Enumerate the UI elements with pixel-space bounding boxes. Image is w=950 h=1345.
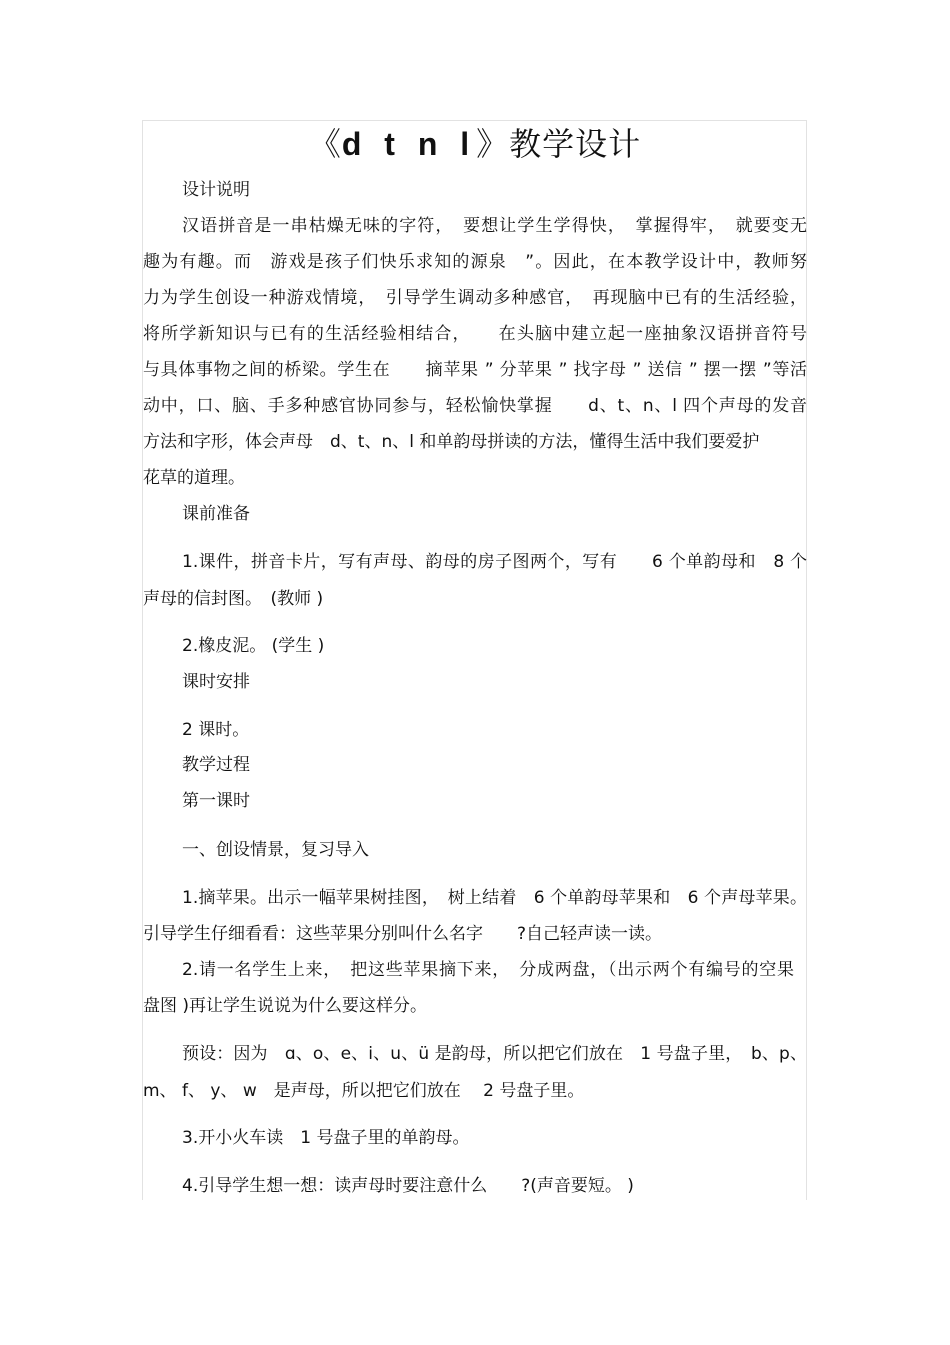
step-1-line-2: 引导学生仔细看看：这些苹果分别叫什么名字 ?自己轻声读一读。 <box>143 924 663 944</box>
intro-line-4: 将所学新知识与已有的生活经验相结合， 在头脑中建立起一座抽象汉语拼音符号 <box>143 324 807 344</box>
heading-design-notes: 设计说明 <box>182 180 250 200</box>
title-latin-letters: d t n l <box>341 126 477 162</box>
step-2-line-1: 2.请一名学生上来， 把这些苹果摘下来， 分成两盘，（出示两个有编号的空果 <box>182 960 794 980</box>
heading-preparation: 课前准备 <box>182 504 250 524</box>
schedule-value: 2 课时。 <box>182 720 250 740</box>
intro-line-7: 方法和字形，体会声母 d、t、n、l 和单韵母拼读的方法，懂得生活中我们要爱护 <box>143 432 760 452</box>
document-page <box>142 120 807 1200</box>
intro-line-8: 花草的道理。 <box>143 468 245 488</box>
step-1-line-1: 1.摘苹果。出示一幅苹果树挂图， 树上结着 6 个单韵母苹果和 6 个声母苹果。 <box>182 888 807 908</box>
intro-line-5: 与具体事物之间的桥梁。学生在 摘苹果 ” 分苹果 ” 找字母 ” 送信 ” 摆一摆 ”等活 <box>143 360 807 380</box>
intro-line-6: 动中，口、脑、手多种感官协同参与，轻松愉快掌握 d、t、n、l 四个声母的发音 <box>143 396 807 416</box>
intro-line-1: 汉语拼音是一串枯燥无味的字符， 要想让学生学得快， 掌握得牢， 就要变无 <box>182 216 807 236</box>
intro-line-3: 力为学生创设一种游戏情境， 引导学生调动多种感官， 再现脑中已有的生活经验， <box>143 288 807 308</box>
step-3: 3.开小火车读 1 号盘子里的单韵母。 <box>182 1128 470 1148</box>
step-4: 4.引导学生想一想：读声母时要注意什么 ?(声音要短。 ) <box>182 1176 634 1196</box>
prep-2: 2.橡皮泥。 (学生 ) <box>182 636 325 656</box>
title-open-bracket: 《 <box>308 125 342 163</box>
preset-line-2: m、 f、 y、 w 是声母，所以把它们放在 2 号盘子里。 <box>143 1081 585 1101</box>
title-suffix: 》教学设计 <box>476 125 642 163</box>
preset-line-1: 预设：因为 ɑ、o、e、i、u、ü 是韵母，所以把它们放在 1 号盘子里， b、p、 <box>182 1044 807 1064</box>
intro-line-2: 趣为有趣。而 游戏是孩子们快乐求知的源泉 ”。因此，在本教学设计中，教师努 <box>143 252 807 272</box>
prep-1-line-1: 1.课件，拼音卡片，写有声母、韵母的房子图两个，写有 6 个单韵母和 8 个 <box>182 552 807 572</box>
section-1-heading: 一、创设情景，复习导入 <box>182 840 369 860</box>
document-title <box>0 122 950 166</box>
step-2-line-2: 盘图 )再让学生说说为什么要这样分。 <box>143 996 428 1016</box>
heading-schedule: 课时安排 <box>182 672 250 692</box>
prep-1-line-2: 声母的信封图。 (教师 ) <box>143 589 324 609</box>
heading-first-lesson: 第一课时 <box>182 791 250 811</box>
heading-process: 教学过程 <box>182 755 250 775</box>
